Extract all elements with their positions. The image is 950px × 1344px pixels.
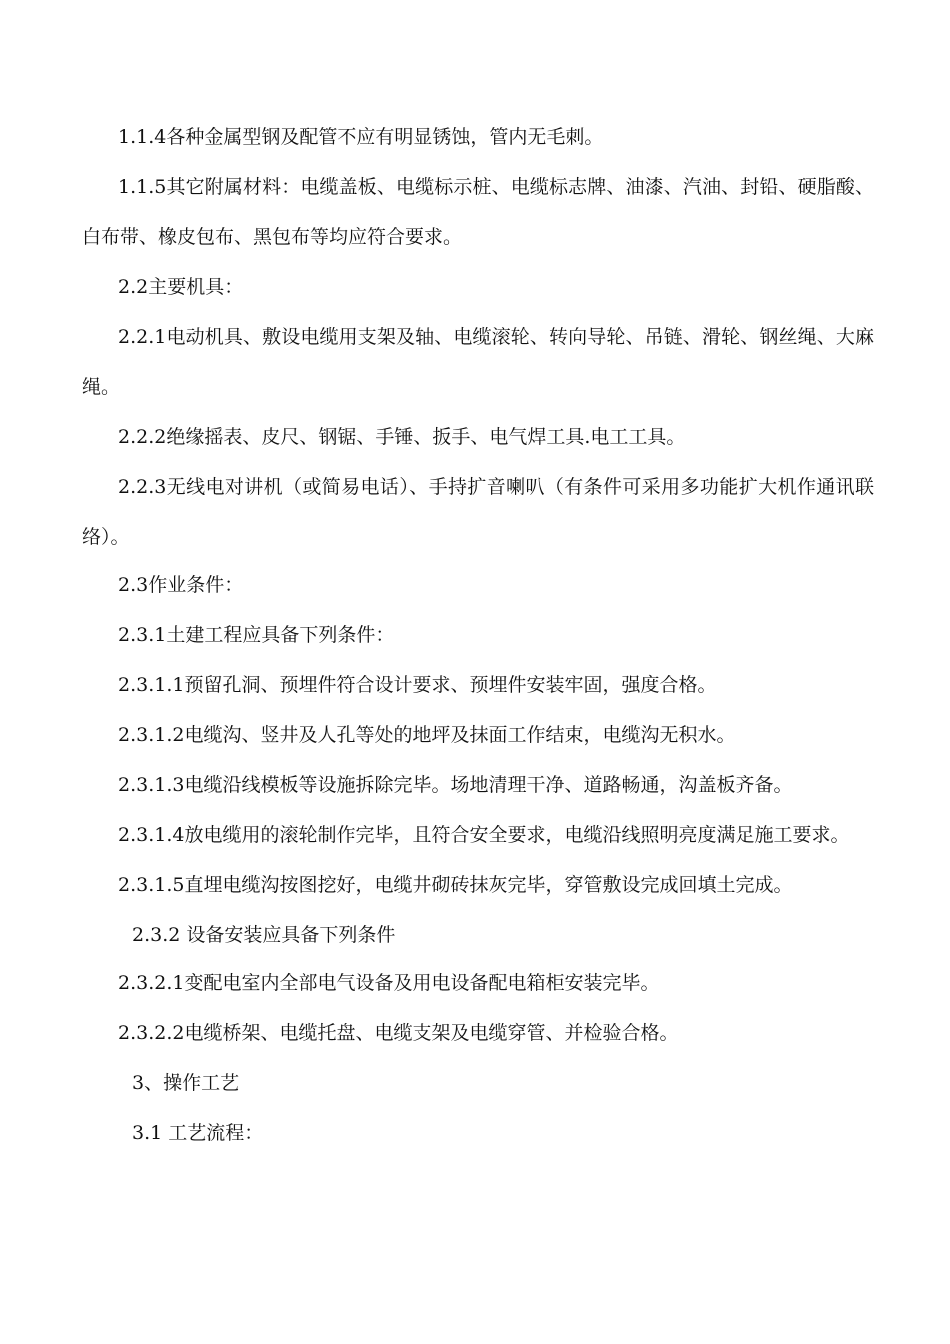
paragraph-1-1-4: 1.1.4各种金属型钢及配管不应有明显锈蚀，管内无毛刺。 — [118, 126, 604, 148]
paragraph-2-2-3: 2.2.3无线电对讲机（或简易电话）、手持扩音喇叭（有条件可采用多功能扩大机作通讯联络）。 — [82, 476, 874, 548]
paragraph-2-3-1-5: 2.3.1.5直埋电缆沟按图挖好，电缆井砌砖抹灰完毕，穿管敷设完成回填土完成。 — [118, 874, 793, 896]
paragraph-2-2: 2.2主要机具： — [118, 276, 244, 298]
paragraph-2-3-2: 2.3.2 设备安装应具备下列条件 — [132, 924, 396, 946]
paragraph-2-3-1: 2.3.1土建工程应具备下列条件： — [118, 624, 395, 646]
paragraph-2-2-1: 2.2.1电动机具、敷设电缆用支架及轴、电缆滚轮、转向导轮、吊链、滑轮、钢丝绳、大麻绳。 — [82, 326, 874, 398]
paragraph-3-1: 3.1 工艺流程： — [132, 1122, 264, 1144]
paragraph-2-3: 2.3作业条件： — [118, 574, 244, 596]
paragraph-2-3-1-4: 2.3.1.4放电缆用的滚轮制作完毕，且符合安全要求，电缆沿线照明亮度满足施工要求。 — [118, 824, 850, 846]
paragraph-2-3-1-3: 2.3.1.3电缆沿线模板等设施拆除完毕。场地清理干净、道路畅通，沟盖板齐备。 — [118, 774, 793, 796]
paragraph-2-3-1-1: 2.3.1.1预留孔洞、预埋件符合设计要求、预埋件安装牢固，强度合格。 — [118, 674, 717, 696]
paragraph-2-3-2-1: 2.3.2.1变配电室内全部电气设备及用电设备配电箱柜安装完毕。 — [118, 972, 660, 994]
section-heading-3: 3、操作工艺 — [132, 1072, 240, 1094]
paragraph-2-3-1-2: 2.3.1.2电缆沟、竖井及人孔等处的地坪及抹面工作结束，电缆沟无积水。 — [118, 724, 736, 746]
paragraph-1-1-5: 1.1.5其它附属材料：电缆盖板、电缆标示桩、电缆标志牌、油漆、汽油、封铅、硬脂酸、白布带、橡皮包布、黑包布等均应符合要求。 — [82, 176, 874, 248]
paragraph-2-2-2: 2.2.2绝缘摇表、皮尺、钢锯、手锤、扳手、电气焊工具.电工工具。 — [118, 426, 686, 448]
paragraph-2-3-2-2: 2.3.2.2电缆桥架、电缆托盘、电缆支架及电缆穿管、并检验合格。 — [118, 1022, 679, 1044]
